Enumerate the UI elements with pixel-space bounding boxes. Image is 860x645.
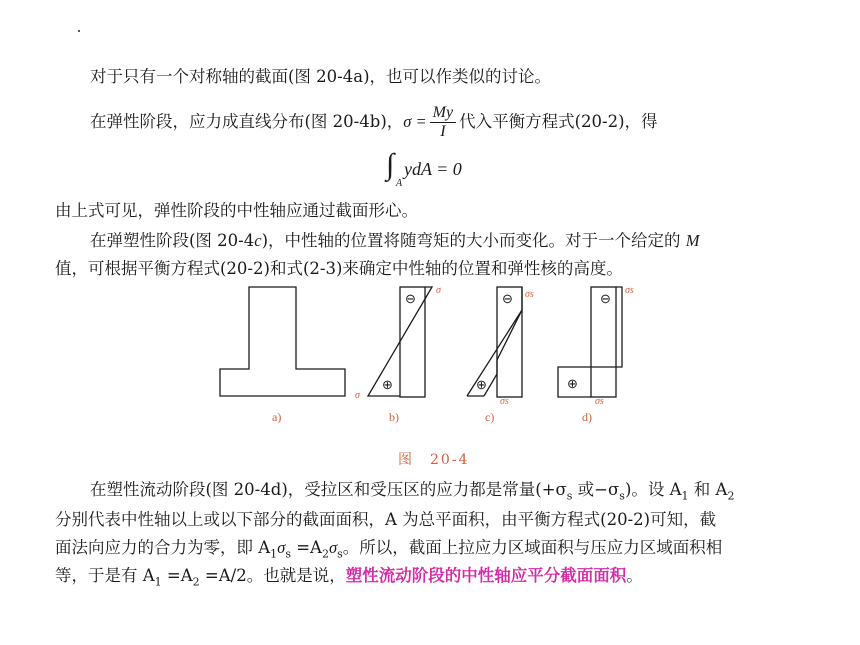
b-sigma-bottom: σ xyxy=(355,390,360,401)
p5l3-a: 面法向应力的合力为零，即 A xyxy=(55,538,271,557)
p5l3-sigma-1: σ xyxy=(277,538,286,557)
p5l1-sub-s: s xyxy=(566,489,573,503)
b-sigma-top: σ xyxy=(436,285,441,296)
para2-before: 在弹性阶段，应力成直线分布(图 20-4b)， xyxy=(90,112,404,131)
c-sigma-s-top: σs xyxy=(525,289,534,300)
t-section-shape xyxy=(220,287,345,396)
p5l1-sub-1: 1 xyxy=(681,489,689,503)
p5l4-end: 。 xyxy=(626,566,643,585)
paragraph-4-line-2: 值，可根据平衡方程式(20-2)和式(2-3)来确定中性轴的位置和弹性核的高度。 xyxy=(55,259,623,278)
d-sigma-s-bottom: σs xyxy=(595,396,604,407)
diagram-d-top-block xyxy=(616,287,622,367)
fraction-denominator: I xyxy=(440,123,446,140)
p5l3-sigma-2: σ xyxy=(328,538,338,557)
c-plus-sign: ⊕ xyxy=(476,377,487,392)
c-sigma-s-bottom: σs xyxy=(500,396,509,407)
paragraph-5-line-4 xyxy=(55,564,643,594)
para4-moment-m: M xyxy=(685,231,700,250)
p5l4-b: =A xyxy=(161,566,193,585)
p5l1-sub-2: 2 xyxy=(727,489,735,503)
label-b: b) xyxy=(389,410,399,424)
para4-fig-c: c xyxy=(254,231,262,250)
para4-text-b: )，中性轴的位置将随弯矩的大小而变化。对于一个给定的 xyxy=(261,231,681,250)
p5l4-sub-1: 1 xyxy=(154,575,162,589)
p5l1-b: 或−σ xyxy=(572,480,620,499)
label-a: a) xyxy=(272,410,282,424)
c-minus-sign: ⊖ xyxy=(502,291,513,306)
p5l3-c: 。所以，截面上拉应力区域面积与压应力区域面积相 xyxy=(342,538,723,557)
p5l3-sub-s1: s xyxy=(285,547,291,561)
paragraph-1: 对于只有一个对称轴的截面(图 20-4a)，也可以作类似的讨论。 xyxy=(90,67,552,86)
paragraph-5-line-3 xyxy=(55,536,722,566)
highlighted-conclusion: 塑性流动阶段的中性轴应平分截面面积 xyxy=(345,566,627,585)
label-d: d) xyxy=(582,410,592,424)
paragraph-5-line-2: 分别代表中性轴以上或以下部分的截面面积，A 为总平面积，由平衡方程式(20-2)可知，截 xyxy=(55,510,717,529)
integral-subscript: A xyxy=(396,178,403,189)
sigma-equals: σ = xyxy=(403,112,427,131)
figure-title: 图 20-4 xyxy=(398,452,470,468)
paragraph-3: 由上式可见，弹性阶段的中性轴应通过截面形心。 xyxy=(55,201,418,220)
integral-expression: ydA = 0 xyxy=(404,159,462,179)
d-plus-sign: ⊕ xyxy=(567,376,578,391)
p5l3-b: =A xyxy=(290,538,322,557)
fraction-numerator: My xyxy=(430,104,456,123)
para4-text-a: 在弹塑性阶段(图 20-4 xyxy=(90,231,255,250)
p5l3-sub-s2: s xyxy=(337,547,343,561)
p5l1-c: )。设 A xyxy=(624,480,682,499)
p5l4-sub-2: 2 xyxy=(192,575,200,589)
d-minus-sign: ⊖ xyxy=(600,291,611,306)
b-plus-sign: ⊕ xyxy=(382,377,393,392)
p5l3-sub-1: 1 xyxy=(270,547,278,561)
p5l4-c: =A/2。也就是说， xyxy=(199,566,346,585)
p5l1-sub-s2: s xyxy=(619,489,625,503)
p5l3-sub-2: 2 xyxy=(321,547,329,561)
label-c: c) xyxy=(485,410,495,424)
p5l1-d: 和 A xyxy=(688,480,728,499)
paragraph-5-line-1 xyxy=(90,478,734,508)
integral-sign: ∫ xyxy=(386,148,395,181)
p5l1-a: 在塑性流动阶段(图 20-4d)，受拉区和受压区的应力都是常量(+σ xyxy=(90,480,567,499)
b-minus-sign: ⊖ xyxy=(405,291,416,306)
d-sigma-s-top: σs xyxy=(625,285,634,296)
para2-after: 代入平衡方程式(20-2)，得 xyxy=(459,112,658,131)
p5l4-a: 等，于是有 A xyxy=(55,566,155,585)
